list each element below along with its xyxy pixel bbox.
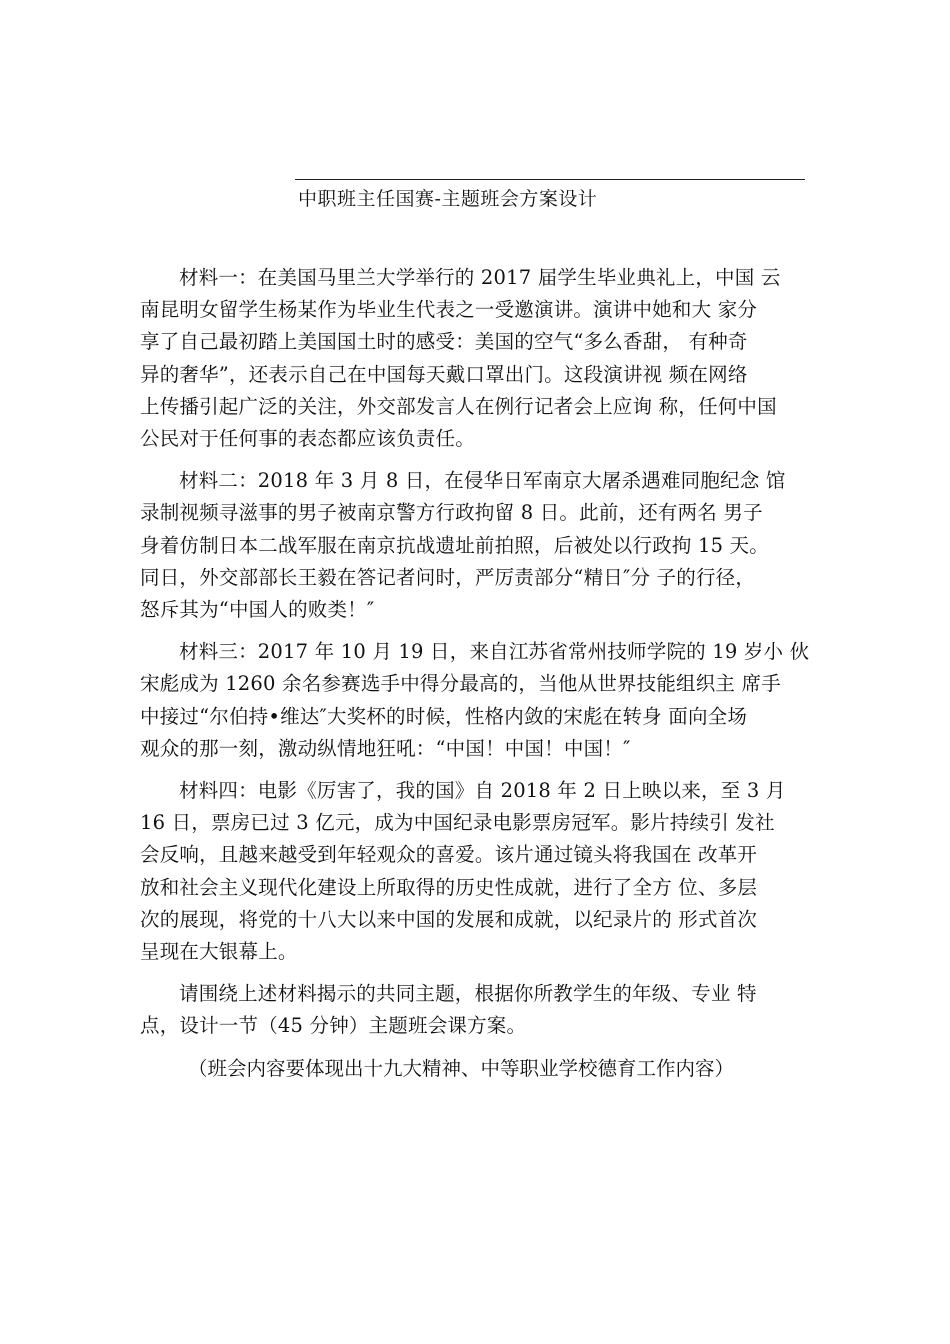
text-line: 怒斥其为“中国人的败类！″ [140, 598, 375, 622]
material-four-paragraph [140, 775, 805, 968]
text-line: 宋彪成为 1260 余名参赛选手中得分最高的，当他从世界技能组织主 席手 [140, 672, 781, 696]
text-line: 上传播引起广泛的关注，外交部发言人在例行记者会上应询 称，任何中国 [140, 394, 777, 418]
text-line: 南昆明女留学生杨某作为毕业生代表之一受邀演讲。演讲中她和大 家分 [140, 298, 758, 322]
text-line: 请围绕上述材料揭示的共同主题，根据你所教学生的年级、专业 特 [179, 982, 757, 1006]
requirement-note: （班会内容要体现出十九大精神、中等职业学校德育工作内容） [188, 1056, 735, 1080]
material-two-paragraph [140, 465, 805, 626]
material-one-paragraph [140, 262, 805, 455]
task-instruction-paragraph [140, 978, 805, 1042]
text-line: 会反响，且越来越受到年轻观众的喜爱。该片通过镜头将我国在 改革开 [140, 843, 758, 867]
text-line: 呈现在大银幕上。 [140, 940, 298, 964]
text-line: 同日，外交部部长王毅在答记者问时，严厉责部分“精日″分 子的行径， [140, 565, 756, 589]
text-line: 身着仿制日本二战军服在南京抗战遗址前拍照，后被处以行政拘 15 天。 [140, 533, 770, 557]
text-line: 16 日，票房已过 3 亿元，成为中国纪录电影票房冠军。影片持续引 发社 [140, 811, 775, 835]
text-line: 异的奢华”，还表示自己在中国每天戴口罩出门。这段演讲视 频在网络 [140, 362, 748, 386]
text-line: 次的展现，将党的十八大以来中国的发展和成就，以纪录片的 形式首次 [140, 907, 758, 931]
text-line: 中接过“尔伯持•维达″大奖杯的时候，性格内敛的宋彪在转身 面向全场 [140, 704, 748, 728]
text-line: 享了自己最初踏上美国国土时的感受：美国的空气“多么香甜， 有种奇 [140, 330, 748, 354]
header-rule [295, 179, 805, 180]
text-line: 点，设计一节（45 分钟）主题班会课方案。 [140, 1014, 527, 1038]
document-title: 中职班主任国赛-主题班会方案设计 [298, 188, 598, 210]
text-line: 材料二：2018 年 3 月 8 日，在侵华日军南京大屠杀遇难同胞纪念 馆 [179, 469, 786, 493]
material-three-paragraph [140, 636, 810, 765]
text-line: 材料一：在美国马里兰大学举行的 2017 届学生毕业典礼上，中国 云 [179, 266, 781, 289]
text-line: 放和社会主义现代化建设上所取得的历史性成就，进行了全方 位、多层 [140, 875, 758, 899]
text-line: 录制视频寻滋事的男子被南京警方行政拘留 8 日。此前，还有两名 男子 [140, 501, 763, 525]
text-line: 公民对于任何事的表态都应该负责任。 [140, 427, 475, 451]
text-line: 观众的那一刻，激动纵情地狂吼：“中国！中国！中国！″ [140, 736, 631, 760]
document-body [140, 262, 810, 1085]
text-line: 材料三：2017 年 10 月 19 日，来自江苏省常州技师学院的 19 岁小 伙 [179, 640, 810, 664]
text-line: 材料四：电影《厉害了，我的国》自 2018 年 2 日上映以来，至 3 月 [179, 779, 786, 803]
